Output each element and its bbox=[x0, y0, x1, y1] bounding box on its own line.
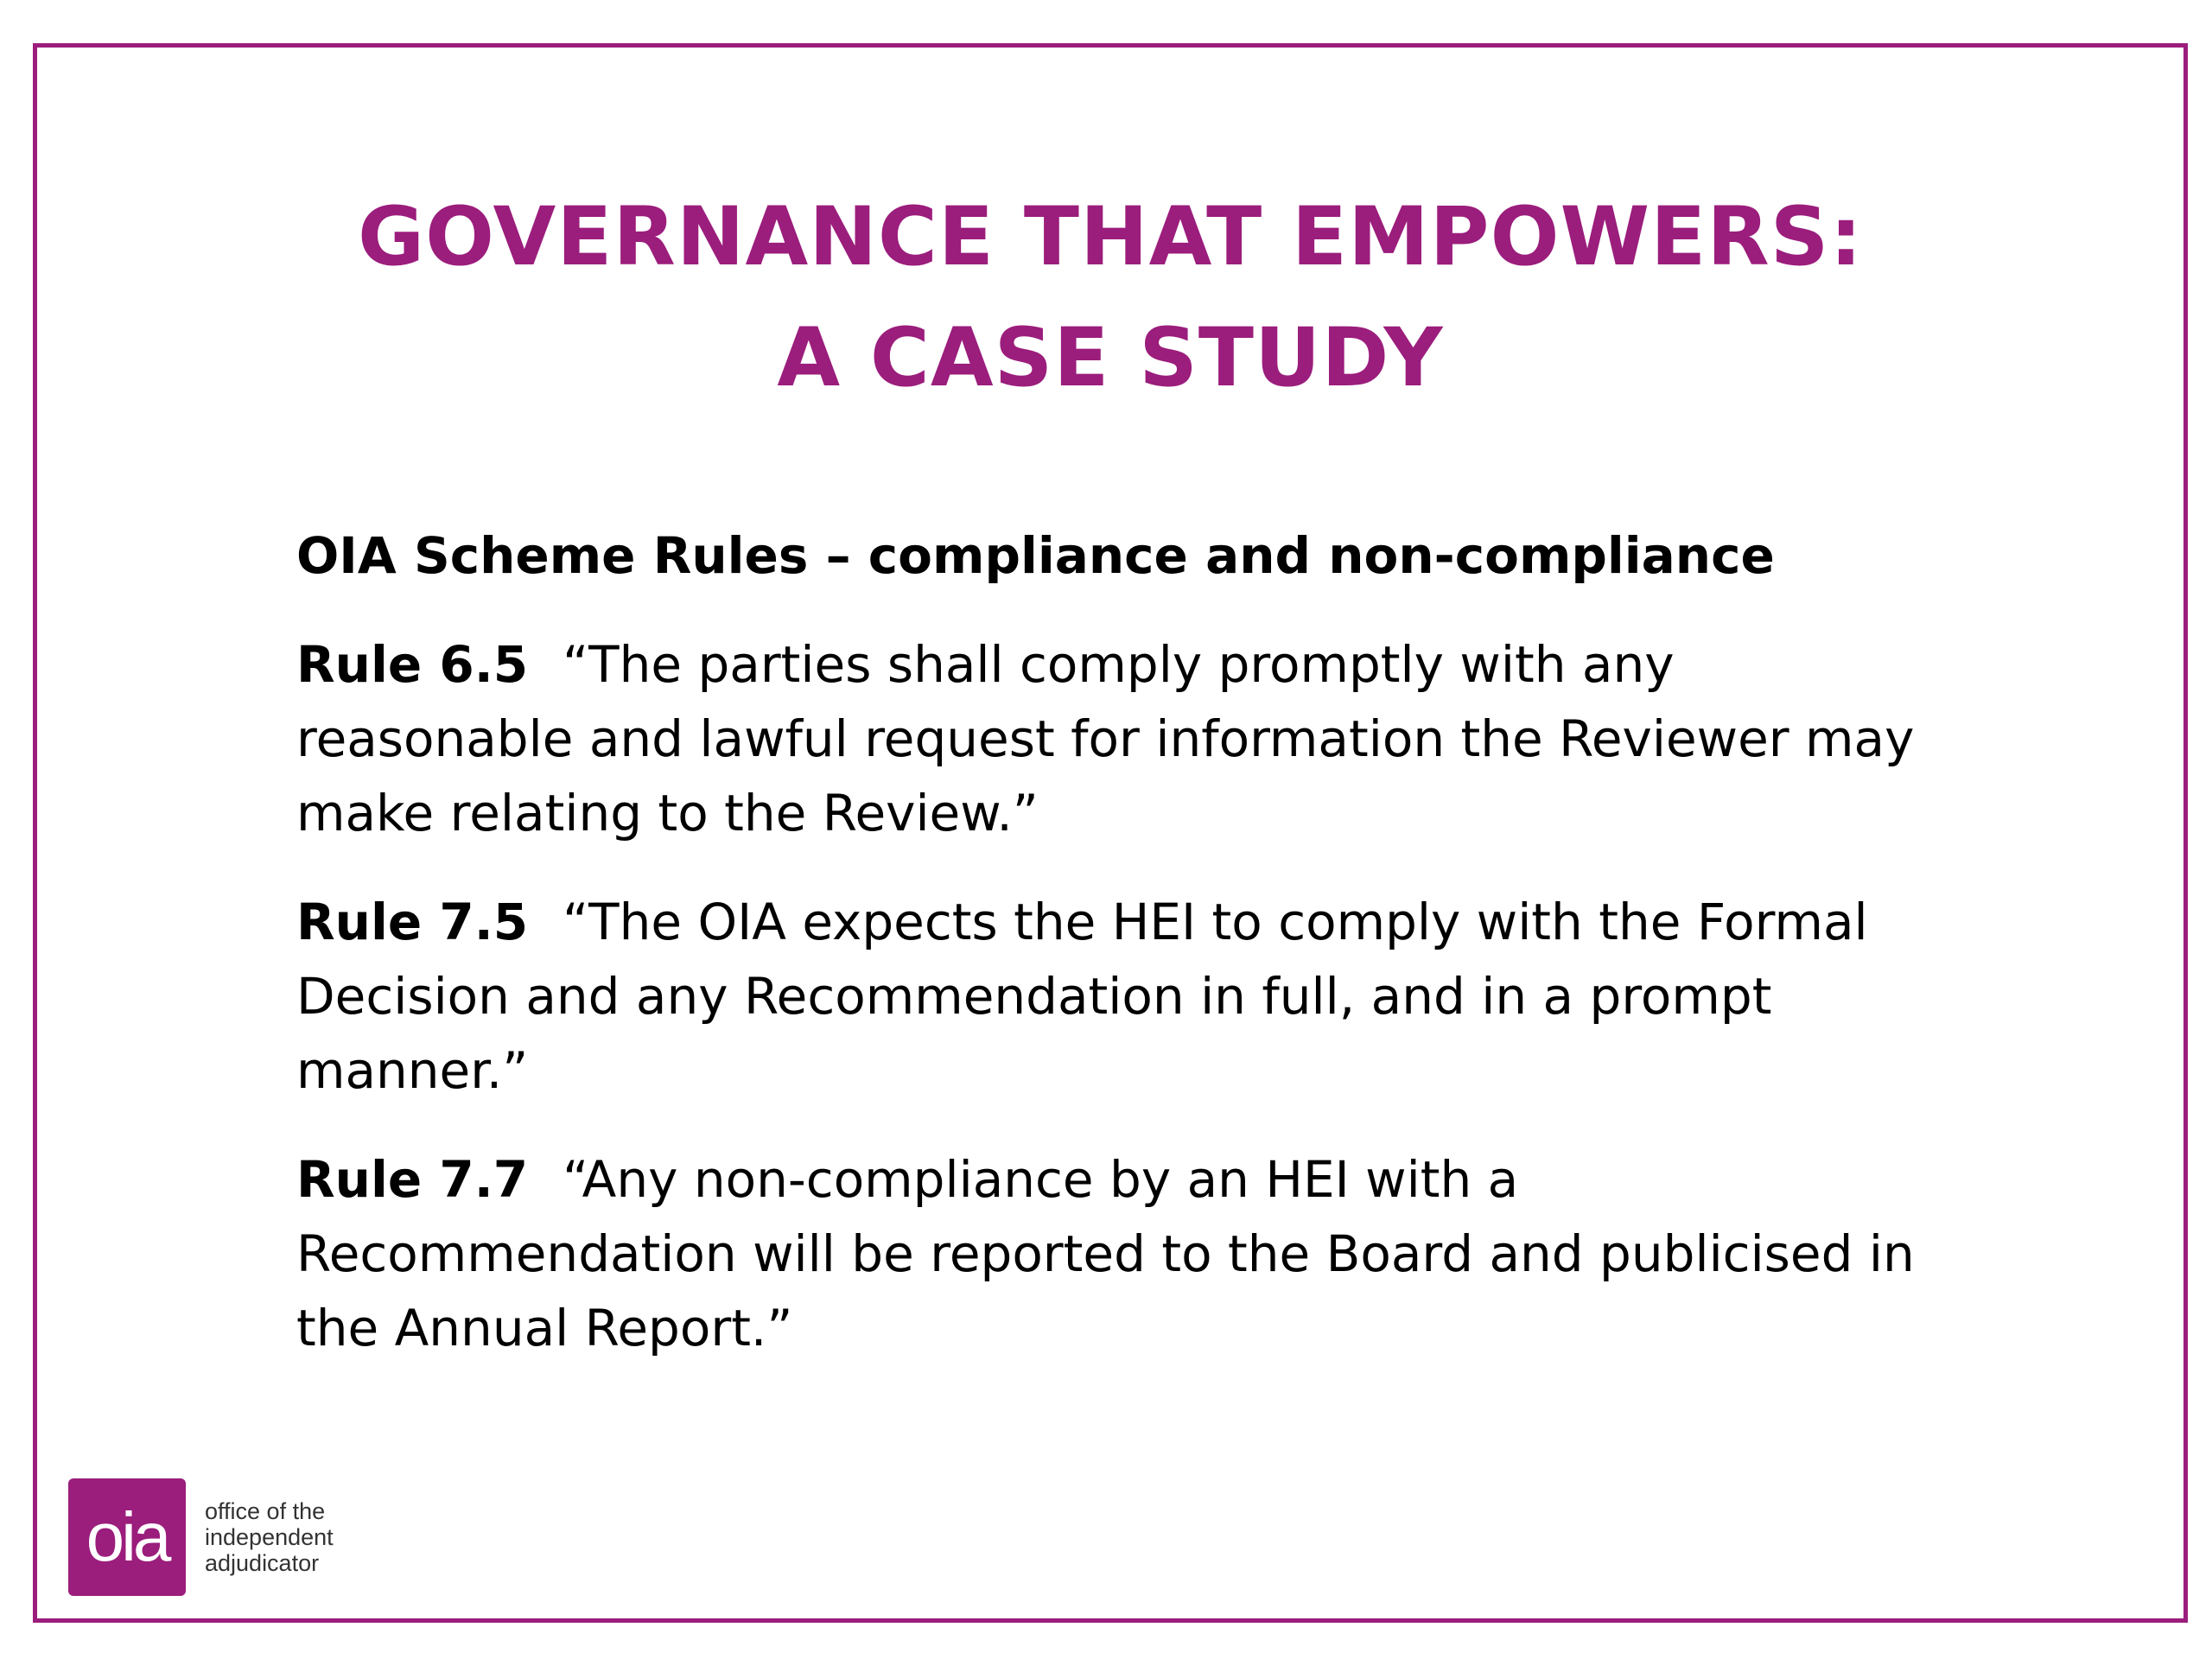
rule-7-7 bbox=[296, 1142, 1955, 1365]
rule-label: Rule 6.5 bbox=[296, 635, 529, 694]
rule-text: “Any non-compliance by an HEI with a Recommendation will be reported to the Board and publicised in the Annual Report.” bbox=[296, 1150, 1915, 1357]
logo-text-line-1: office of the bbox=[205, 1498, 326, 1524]
slide-frame bbox=[33, 43, 2188, 1623]
rule-text: “The parties shall comply promptly with any reasonable and lawful request for information the Reviewer may make relating to the Review.” bbox=[296, 635, 1915, 842]
oia-logo-text bbox=[205, 1498, 334, 1576]
oia-logo-mark: oia bbox=[68, 1478, 186, 1596]
title-line-2: A CASE STUDY bbox=[777, 311, 1444, 405]
rule-7-5 bbox=[296, 885, 1955, 1108]
title-line-1: GOVERNANCE THAT EMPOWERS: bbox=[357, 190, 1864, 284]
slide-content bbox=[296, 518, 1955, 1400]
oia-logo bbox=[68, 1478, 334, 1596]
rule-text: “The OIA expects the HEI to comply with the Formal Decision and any Recommendation in full, and in a prompt manner.” bbox=[296, 893, 1868, 1100]
subheading: OIA Scheme Rules – compliance and non-compliance bbox=[296, 526, 1775, 585]
logo-text-line-2: independent bbox=[205, 1524, 334, 1550]
rule-label: Rule 7.7 bbox=[296, 1150, 529, 1209]
rule-label: Rule 7.5 bbox=[296, 893, 529, 951]
rule-6-5 bbox=[296, 627, 1955, 850]
logo-text-line-3: adjudicator bbox=[205, 1550, 320, 1576]
slide-title bbox=[37, 177, 2183, 419]
